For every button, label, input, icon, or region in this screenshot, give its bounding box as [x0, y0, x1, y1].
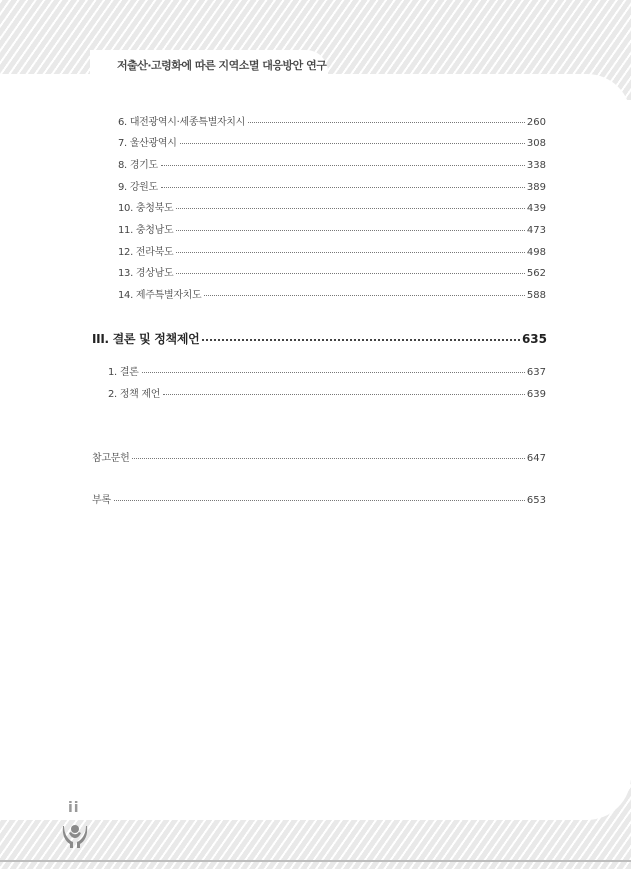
- toc-entry[interactable]: [118, 286, 546, 301]
- leader-dots: [176, 208, 525, 209]
- toc-entry[interactable]: [118, 178, 546, 193]
- toc-entry-label: 13. 경상남도: [118, 268, 174, 279]
- toc-entry[interactable]: [118, 156, 546, 171]
- toc-appendix-label: 부록: [92, 495, 111, 506]
- leader-dots: [176, 252, 525, 253]
- leader-dots: [161, 187, 525, 188]
- leader-dots: [142, 372, 525, 373]
- toc-entry-page: 338: [526, 160, 546, 171]
- leader-dots: [176, 230, 525, 231]
- toc-entry-label: 2. 정책 제언: [108, 389, 161, 400]
- leader-dots: [202, 339, 520, 341]
- toc-chapter[interactable]: [92, 330, 547, 347]
- toc-entry[interactable]: [118, 199, 546, 214]
- toc-references[interactable]: [92, 449, 546, 464]
- toc-entry[interactable]: [118, 113, 546, 128]
- toc-appendix-page: 653: [526, 495, 546, 506]
- toc-entry-page: 260: [526, 117, 546, 128]
- leader-dots: [204, 295, 525, 296]
- leader-dots: [176, 273, 525, 274]
- toc-entry-page: 308: [526, 138, 546, 149]
- toc-appendix[interactable]: [92, 491, 546, 506]
- toc-entry[interactable]: [108, 385, 546, 400]
- toc-entry-page: 588: [526, 290, 546, 301]
- toc-entry-label: 10. 충청북도: [118, 203, 174, 214]
- toc-entry-label: 6. 대전광역시·세종특별자치시: [118, 117, 246, 128]
- footer-rule: [0, 860, 631, 862]
- toc-entry-label: 11. 충청남도: [118, 225, 174, 236]
- leader-dots: [114, 500, 525, 501]
- page-number: ii: [68, 800, 80, 816]
- toc-entry-page: 562: [526, 268, 546, 279]
- toc-entry-label: 12. 전라북도: [118, 247, 174, 258]
- toc-entry-page: 637: [526, 367, 546, 378]
- toc-chapter-label: III. 결론 및 정책제언: [92, 332, 200, 346]
- hands-logo-icon: [60, 820, 90, 850]
- leader-dots: [248, 122, 525, 123]
- toc-entry[interactable]: [108, 363, 546, 378]
- toc-entry[interactable]: [118, 243, 546, 258]
- leader-dots: [163, 394, 525, 395]
- toc-entry-label: 7. 울산광역시: [118, 138, 177, 149]
- running-header-title: 저출산·고령화에 따른 지역소멸 대응방안 연구: [117, 59, 327, 72]
- toc-entry-label: 14. 제주특별자치도: [118, 290, 202, 301]
- toc-entry[interactable]: [118, 221, 546, 236]
- toc-entry-page: 639: [526, 389, 546, 400]
- leader-dots: [180, 143, 525, 144]
- toc-entry-label: 8. 경기도: [118, 160, 158, 171]
- toc-entry-label: 1. 결론: [108, 367, 139, 378]
- toc-references-label: 참고문헌: [92, 453, 130, 464]
- leader-dots: [132, 458, 524, 459]
- toc-chapter-page: 635: [521, 332, 547, 346]
- leader-dots: [161, 165, 525, 166]
- toc-entry[interactable]: [118, 134, 546, 149]
- toc-entry-page: 389: [526, 182, 546, 193]
- toc-entry[interactable]: [118, 264, 546, 279]
- toc-entry-page: 498: [526, 247, 546, 258]
- toc-entry-page: 439: [526, 203, 546, 214]
- toc-references-page: 647: [526, 453, 546, 464]
- toc-entry-page: 473: [526, 225, 546, 236]
- toc-entry-label: 9. 강원도: [118, 182, 158, 193]
